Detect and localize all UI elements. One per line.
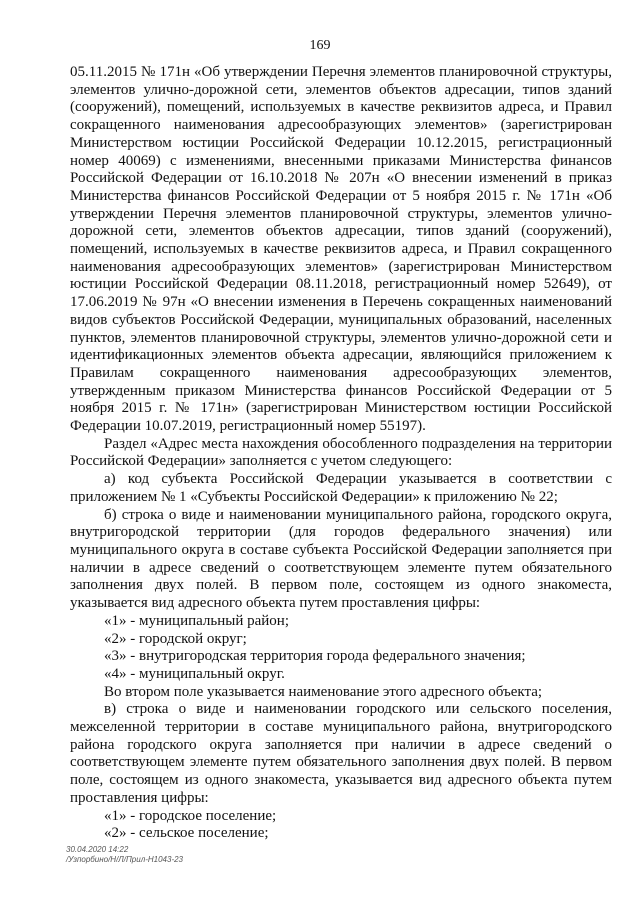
page-number: 169: [309, 38, 331, 53]
list-item: «2» - городской округ;: [104, 630, 247, 647]
document-body: [70, 64, 612, 843]
paragraph-section-intro: Раздел «Адрес места нахождения обособленного подразделения на территории Российской Федерации» заполняется с учетом следующего:: [70, 435, 612, 470]
list-item: «2» - сельское поселение;: [104, 825, 269, 842]
list-item: «4» - муниципальный округ.: [104, 665, 285, 682]
paragraph-item-a: а) код субъекта Российской Федерации указывается в соответствии с приложением № 1 «Субъекты Российской Федерации» к приложению № 22;: [70, 471, 612, 505]
footer-stamp: [66, 845, 183, 865]
paragraph-order-references: 05.11.2015 № 171н «Об утверждении Перечня элементов планировочной структуры, элементов улично-дорожной сети, элементов объектов адресации, типов зданий (сооружений), помещений, используемых в качестве реквизитов адреса, и Правил сокращенного наименования адресообразующих элементов» (зарегистрирован Министерством юстиции Российской Федерации 10.12.2015, регистрационный номер 40069) с изменениями, внесенными приказами Министерства финансов Российской Федерации от 16.10.2018 № 207н «О внесении изменений в приказ Министерства финансов Российской Федерации от 5 ноября 2015 г. № 171н «Об утверждении Перечня элементов планировочной структуры, элементов улично-дорожной сети, элементов объектов адресации, типов зданий (сооружений), помещений, используемых в качестве реквизитов адреса, и Правил сокращенного наименования адресообразующих элементов» (зарегистрирован Министерством юстиции Российской Федерации 08.11.2018, регистрационный номер 52649), от 17.06.2019 № 97н «О внесении изменения в Перечень сокращенных наименований видов субъектов Российской Федерации, муниципальных образований, населенных пунктов, элементов планировочной структуры, элементов улично-дорожной сети и идентификационных элементов объекта адресации, являющийся приложением к Правилам сокращенного наименования адресообразующих элементов, утвержденным приказом Министерства финансов Российской Федерации от 5 ноября 2015 г. № 171н» (зарегистрирован Министерством юстиции Российской Федерации 10.07.2019, регистрационный номер 55197).: [70, 64, 612, 435]
list-item: «1» - городское поселение;: [104, 807, 277, 824]
list-item: «3» - внутригородская территория города федерального значения;: [104, 648, 526, 665]
footer-date: 30.04.2020 14:22: [66, 845, 129, 854]
paragraph-item-v: в) строка о виде и наименовании городского или сельского поселения, межселенной территории в составе муниципального района, внутригородского района городского округа заполняется при наличии в адресе сведений о соответствующем элементе путем обязательного заполнения двух полей. В первом поле, состоящем из одного знакоместа, указывается вид адресного объекта путем проставления цифры:: [70, 701, 612, 806]
paragraph-second-field: Во втором поле указывается наименование этого адресного объекта;: [104, 683, 543, 700]
list-item: «1» - муниципальный район;: [104, 612, 290, 629]
footer-path: /Узпорбино/Н/Л/Прил-Н1043-23: [66, 855, 184, 864]
paragraph-item-b: б) строка о виде и наименовании муниципального района, городского округа, внутригородской территории (для городов федерального значения) или муниципального округа в составе субъекта Российской Федерации заполняется при наличии в адресе сведений о соответствующем элементе путем обязательного заполнения двух полей. В первом поле, состоящем из одного знакоместа, указывается вид адресного объекта путем проставления цифры:: [70, 506, 612, 612]
